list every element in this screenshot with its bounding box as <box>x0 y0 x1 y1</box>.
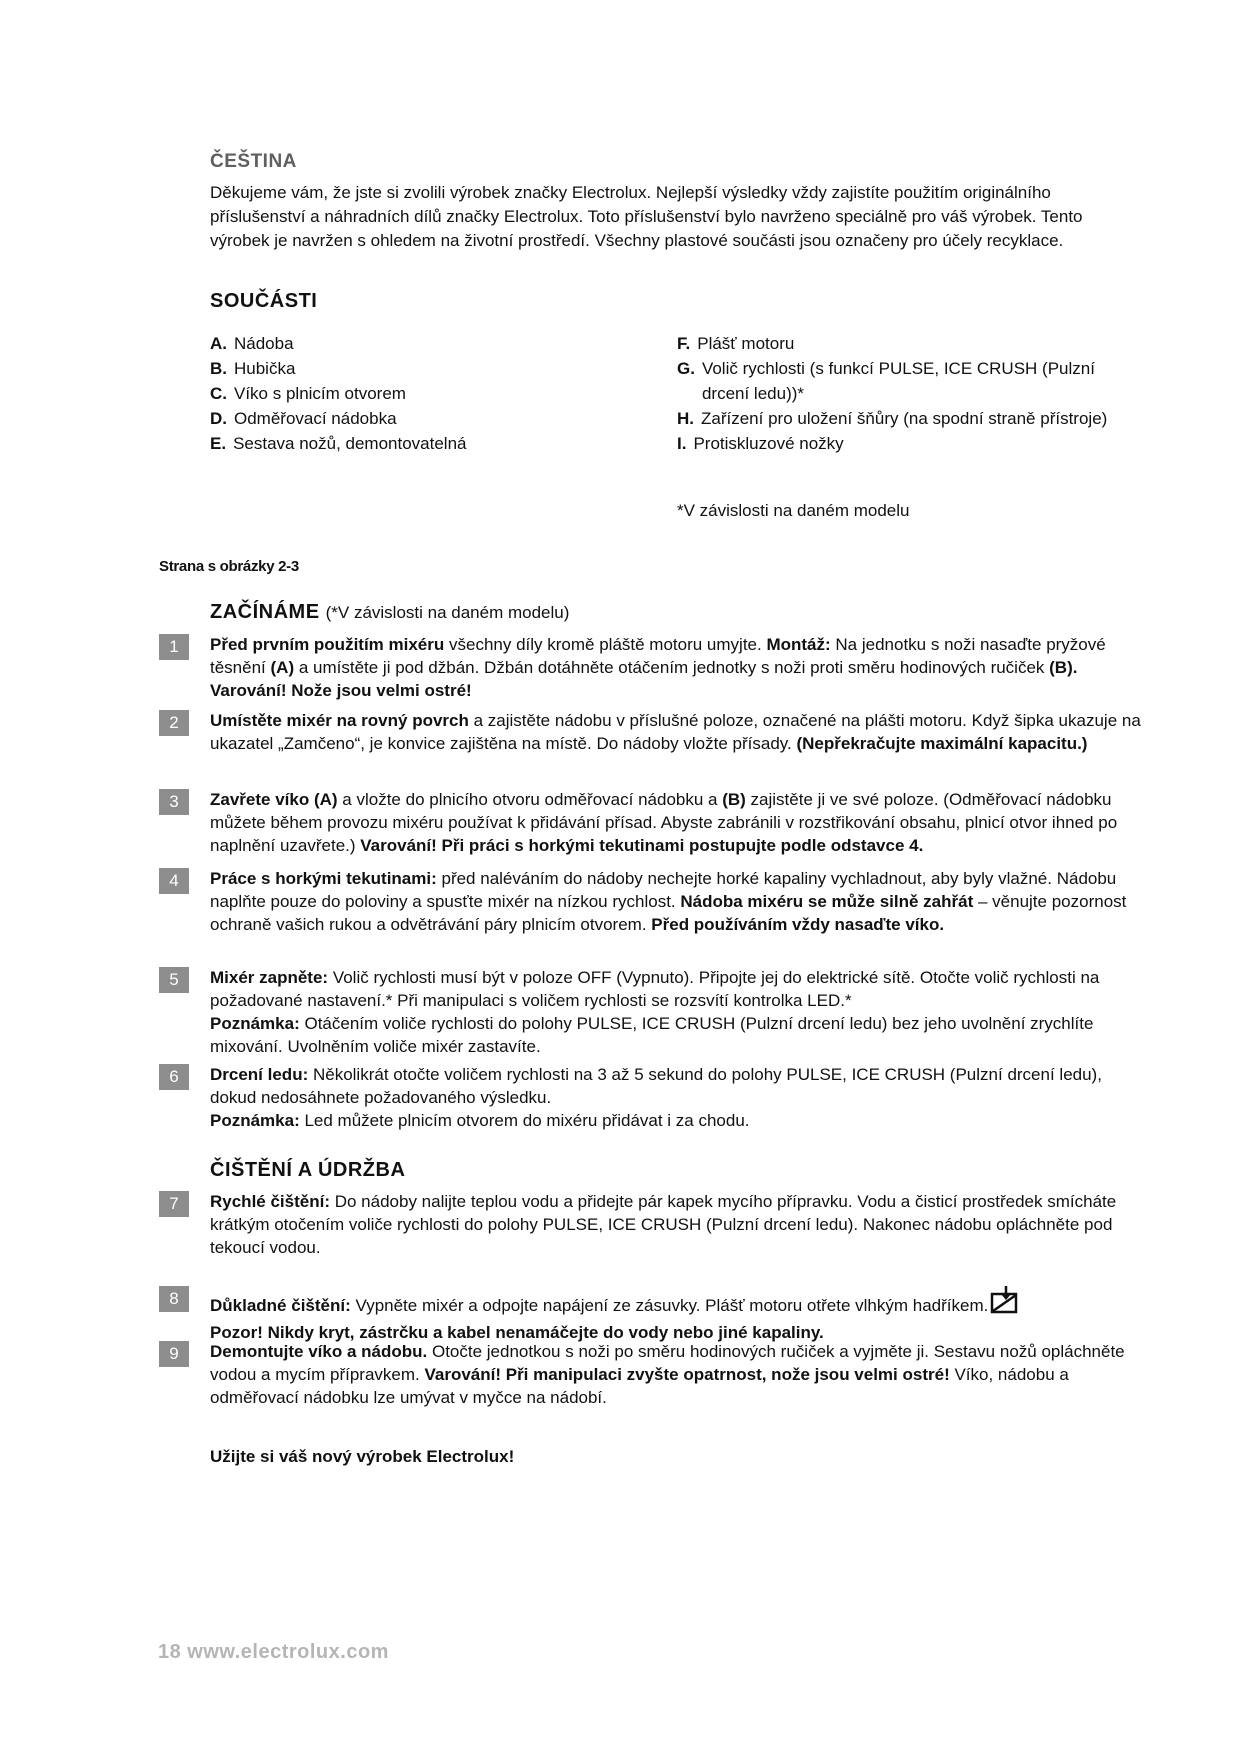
start-heading <box>210 601 569 624</box>
step-number: 4 <box>159 868 189 894</box>
start-heading-title: ZAČÍNÁME <box>210 601 320 623</box>
closing-text: Užijte si váš nový výrobek Electrolux! <box>210 1447 515 1466</box>
step-text: Zavřete víko (A) a vložte do plnicího otvoru odměřovací nádobku a (B) zajistěte ji ve své poloze. (Odměřovací nádobku můžete během provozu mixéru používat k přidávání přísad. Abyste zabránili v rozstřikování obsahu, plnicí otvor ihned po naplnění uzavřete.) Varování! Při práci s horkými tekutinami postupujte podle odstavce 4. <box>210 790 1118 855</box>
step-text: Důkladné čištění: Vypněte mixér a odpojte napájení ze zásuvky. Plášť motoru otřete vlhkým hadříkem. Pozor! Nikdy kryt, zástrčku a kabel nenamáčejte do vody nebo jiné kapaliny. <box>210 1285 1151 1344</box>
part-letter: C. <box>210 384 227 403</box>
part-item <box>677 406 1137 431</box>
part-text: Nádoba <box>234 334 294 353</box>
part-item <box>677 356 1137 406</box>
step-6 <box>159 1063 1151 1132</box>
part-letter: A. <box>210 334 227 353</box>
step-number: 6 <box>159 1064 189 1090</box>
step-4 <box>159 867 1151 936</box>
part-text: Protiskluzové nožky <box>693 434 844 453</box>
part-item <box>677 431 1137 456</box>
step-text: Demontujte víko a nádobu. Otočte jednotkou s noži po směru hodinových ručiček a vyjměte ji. Sestavu nožů opláchněte vodou a mycím přípravkem. Varování! Při manipulaci zvyšte opatrnost, nože jsou velmi ostré! Víko, nádobu a odměřovací nádobku lze umývat v myčce na nádobí. <box>210 1342 1125 1407</box>
part-text: Odměřovací nádobka <box>234 409 397 428</box>
part-text: Sestava nožů, demontovatelná <box>233 434 467 453</box>
start-heading-note: (*V závislosti na daném modelu) <box>325 603 570 622</box>
part-letter: D. <box>210 409 227 428</box>
model-footnote: *V závislosti na daném modelu <box>677 501 910 520</box>
no-immerse-icon <box>990 1285 1024 1321</box>
step-5 <box>159 966 1151 1058</box>
intro-paragraph: Děkujeme vám, že jste si zvolili výrobek značky Electrolux. Nejlepší výsledky vždy zajistíte použitím originálního příslušenství a náhradních dílů značky Electrolux. Toto příslušenství bylo navrženo speciálně pro váš výrobek. Tento výrobek je navržen s ohledem na životní prostředí. Všechny plastové součásti jsou označeny pro účely recyklace. <box>210 183 1083 250</box>
step-text: Práce s horkými tekutinami: před naléváním do nádoby nechejte horké kapaliny vychladnout, aby byly vlažné. Nádobu naplňte pouze do poloviny a spusťte mixér na nízkou rychlost. Nádoba mixéru se může silně zahřát – věnujte pozornost ochraně vašich rukou a odvětrávání páry plnicím otvorem. Před používáním vždy nasaďte víko. <box>210 869 1127 934</box>
step-text: Mixér zapněte: Volič rychlosti musí být v poloze OFF (Vypnuto). Připojte jej do elektrické sítě. Otočte volič rychlosti na požadované nastavení.* Při manipulaci s voličem rychlosti se rozsvítí kontrolka LED.* Poznámka: Otáčením voliče rychlosti do polohy PULSE, ICE CRUSH (Pulzní drcení ledu) bez jeho uvolnění zrychlíte mixování. Uvolněním voliče mixér zastavíte. <box>210 968 1100 1056</box>
part-text: Víko s plnicím otvorem <box>234 384 406 403</box>
part-item <box>677 331 1137 356</box>
part-text: Plášť motoru <box>697 334 795 353</box>
step-2 <box>159 709 1151 755</box>
parts-heading: SOUČÁSTI <box>210 290 318 312</box>
step-number: 1 <box>159 634 189 660</box>
figures-label: Strana s obrázky 2-3 <box>159 558 299 575</box>
part-letter: B. <box>210 359 227 378</box>
page-footer: 18 www.electrolux.com <box>158 1641 389 1663</box>
step-text: Drcení ledu: Několikrát otočte voličem rychlosti na 3 až 5 sekund do polohy PULSE, ICE CRUSH (Pulzní drcení ledu), dokud nedosáhnete požadovaného výsledku. Poznámka: Led můžete plnicím otvorem do mixéru přidávat i za chodu. <box>210 1065 1102 1130</box>
step-number: 7 <box>159 1191 189 1217</box>
step-number: 3 <box>159 789 189 815</box>
part-item <box>210 381 630 406</box>
part-text: Hubička <box>234 359 296 378</box>
step-7 <box>159 1190 1151 1259</box>
part-letter: E. <box>210 434 227 453</box>
part-text: Zařízení pro uložení šňůry (na spodní straně přístroje) <box>701 409 1108 428</box>
step-1 <box>159 633 1151 702</box>
step-text: Umístěte mixér na rovný povrch a zajistěte nádobu v příslušné poloze, označené na plášti motoru. Když šipka ukazuje na ukazatel „Zamčeno“, je konvice zajištěna na místě. Do nádoby vložte přísady. (Nepřekračujte maximální kapacitu.) <box>210 711 1141 753</box>
part-text: Volič rychlosti (s funkcí PULSE, ICE CRUSH (Pulzní drcení ledu))* <box>701 359 1095 403</box>
step-text: Před prvním použitím mixéru všechny díly kromě pláště motoru umyjte. Montáž: Na jednotku s noži nasaďte pryžové těsnění (A) a umístěte ji pod džbán. Džbán dotáhněte otáčením jednotky s noži proti směru hodinových ručiček (B). Varování! Nože jsou velmi ostré! <box>210 635 1106 700</box>
step-number: 8 <box>159 1286 189 1312</box>
part-letter: H. <box>677 409 694 428</box>
parts-list-left <box>210 331 630 456</box>
step-3 <box>159 788 1151 857</box>
part-letter: F. <box>677 334 691 353</box>
step-number: 5 <box>159 967 189 993</box>
part-letter: I. <box>677 434 687 453</box>
part-item <box>210 356 630 381</box>
part-letter: G. <box>677 359 695 378</box>
part-item <box>210 331 630 356</box>
language-heading: ČEŠTINA <box>210 151 297 172</box>
step-9 <box>159 1340 1151 1409</box>
part-item <box>210 431 630 456</box>
step-number: 9 <box>159 1341 189 1367</box>
step-text: Rychlé čištění: Do nádoby nalijte teplou vodu a přidejte pár kapek mycího přípravku. Vodu a čisticí prostředek smícháte krátkým otočením voliče rychlosti do polohy PULSE, ICE CRUSH (Pulzní drcení ledu). Nakonec nádobu opláchněte pod tekoucí vodou. <box>210 1192 1117 1257</box>
cleaning-heading: ČIŠTĚNÍ A ÚDRŽBA <box>210 1159 406 1181</box>
part-item <box>210 406 630 431</box>
step-8 <box>159 1285 1151 1344</box>
step-number: 2 <box>159 710 189 736</box>
parts-list-right <box>677 331 1137 456</box>
